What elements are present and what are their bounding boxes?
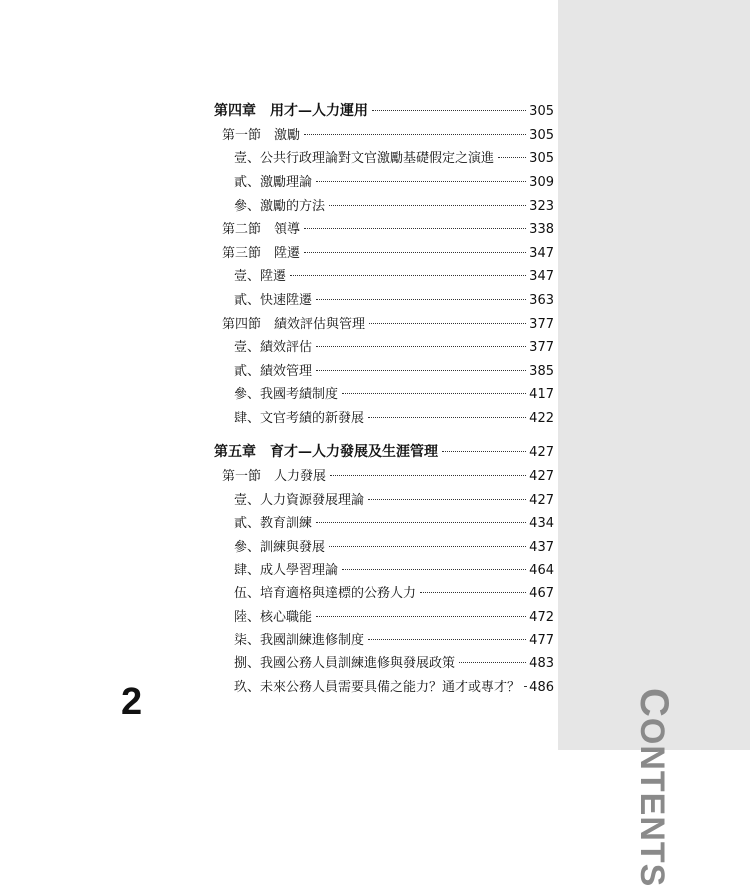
toc-entry-page: 417	[529, 387, 554, 402]
dot-leader	[304, 228, 526, 229]
dot-leader	[329, 546, 526, 547]
toc-entry-title: 貳、快速陞遷	[234, 293, 313, 308]
toc-item[interactable]	[234, 337, 554, 359]
toc-entry-page: 467	[529, 586, 554, 601]
toc-item[interactable]	[234, 583, 554, 605]
page-number: 2	[121, 681, 143, 723]
contents-vertical-label	[634, 688, 674, 887]
toc-entry-page: 434	[529, 516, 554, 531]
toc-entry-title: 壹、績效評估	[234, 340, 313, 355]
toc-entry-page: 347	[529, 246, 554, 261]
dot-leader	[442, 451, 526, 452]
toc-entry-page: 477	[529, 633, 554, 648]
toc-chapter-4[interactable]	[214, 100, 554, 122]
toc-entry-page: 427	[529, 469, 554, 484]
toc-entry-title: 第四章 用才—人力運用	[214, 103, 368, 119]
toc-chapter-5[interactable]	[214, 441, 554, 463]
toc-item[interactable]	[234, 630, 554, 652]
toc-item[interactable]	[234, 490, 554, 512]
toc-item[interactable]	[234, 361, 554, 383]
toc-item[interactable]	[234, 408, 554, 430]
toc-entry-page: 427	[529, 493, 554, 508]
contents-label-initial: C	[632, 688, 676, 718]
toc-entry-title: 參、激勵的方法	[234, 199, 326, 214]
toc-section-4-2[interactable]	[222, 219, 554, 241]
toc-entry-page: 464	[529, 563, 554, 578]
dot-leader	[420, 592, 526, 593]
toc-entry-title: 參、我國考績制度	[234, 387, 339, 402]
toc-entry-page: 486	[529, 680, 554, 695]
toc-entry-page: 323	[529, 199, 554, 214]
dot-leader	[368, 639, 526, 640]
toc-entry-title: 第四節 績效評估與管理	[222, 317, 366, 332]
toc-entry-title: 貳、激勵理論	[234, 175, 313, 190]
dot-leader	[330, 475, 526, 476]
toc-section-4-3[interactable]	[222, 243, 554, 265]
toc-section-4-4[interactable]	[222, 314, 554, 336]
contents-label-rest: ONTENTS	[633, 717, 671, 887]
toc-entry-page: 437	[529, 540, 554, 555]
toc-entry-page: 363	[529, 293, 554, 308]
dot-leader	[304, 134, 526, 135]
dot-leader	[316, 346, 526, 347]
dot-leader	[316, 370, 526, 371]
dot-leader	[498, 157, 526, 158]
toc-item[interactable]	[234, 196, 554, 218]
dot-leader	[316, 616, 526, 617]
toc-entry-title: 肆、成人學習理論	[234, 563, 339, 578]
toc-entry-page: 472	[529, 610, 554, 625]
toc-entry-title: 捌、我國公務人員訓練進修與發展政策	[234, 656, 456, 671]
toc-entry-title: 第二節 領導	[222, 222, 301, 237]
toc-entry-page: 347	[529, 269, 554, 284]
toc-entry-title: 玖、未來公務人員需要具備之能力？通才或專才？	[234, 680, 521, 695]
toc-entry-page: 377	[529, 340, 554, 355]
toc-entry-page: 309	[529, 175, 554, 190]
toc-entry-title: 貳、績效管理	[234, 364, 313, 379]
toc-item[interactable]	[234, 266, 554, 288]
toc-section-4-1[interactable]	[222, 125, 554, 147]
toc-entry-title: 第三節 陞遷	[222, 246, 301, 261]
toc-item[interactable]	[234, 148, 554, 170]
dot-leader	[342, 569, 526, 570]
dot-leader	[459, 662, 526, 663]
toc-entry-title: 壹、公共行政理論對文官激勵基礎假定之演進	[234, 151, 495, 166]
toc-item[interactable]	[234, 384, 554, 406]
toc-item[interactable]	[234, 560, 554, 582]
dot-leader	[316, 299, 526, 300]
toc-item[interactable]	[234, 677, 554, 699]
toc-entry-page: 377	[529, 317, 554, 332]
toc-entry-title: 第一節 人力發展	[222, 469, 327, 484]
dot-leader	[368, 417, 526, 418]
dot-leader	[372, 110, 526, 111]
toc-item[interactable]	[234, 607, 554, 629]
dot-leader	[342, 393, 526, 394]
toc-entry-page: 305	[529, 128, 554, 143]
dot-leader	[524, 686, 526, 687]
toc-entry-page: 305	[529, 104, 554, 119]
toc-entry-page: 483	[529, 656, 554, 671]
toc-item[interactable]	[234, 513, 554, 535]
toc-item[interactable]	[234, 653, 554, 675]
dot-leader	[368, 499, 526, 500]
contents-sidebar	[558, 0, 750, 750]
toc-entry-page: 338	[529, 222, 554, 237]
dot-leader	[369, 323, 526, 324]
toc-entry-title: 第五章 育才—人力發展及生涯管理	[214, 444, 438, 460]
dot-leader	[316, 522, 526, 523]
dot-leader	[316, 181, 526, 182]
toc-entry-page: 305	[529, 151, 554, 166]
dot-leader	[329, 205, 526, 206]
toc-entry-title: 第一節 激勵	[222, 128, 301, 143]
toc-entry-title: 參、訓練與發展	[234, 540, 326, 555]
toc-entry-title: 壹、人力資源發展理論	[234, 493, 365, 508]
toc-entry-title: 伍、培育適格與達標的公務人力	[234, 586, 417, 601]
toc-entry-title: 壹、陞遷	[234, 269, 287, 284]
toc-entry-page: 427	[529, 445, 554, 460]
toc-entry-title: 陸、核心職能	[234, 610, 313, 625]
toc-item[interactable]	[234, 537, 554, 559]
toc-section-5-1[interactable]	[222, 466, 554, 488]
dot-leader	[290, 275, 526, 276]
toc-entry-title: 貳、教育訓練	[234, 516, 313, 531]
toc-entry-title: 柒、我國訓練進修制度	[234, 633, 365, 648]
toc-entry-page: 385	[529, 364, 554, 379]
toc-entry-page: 422	[529, 411, 554, 426]
toc-item[interactable]	[234, 290, 554, 312]
dot-leader	[304, 252, 526, 253]
toc-item[interactable]	[234, 172, 554, 194]
toc-entry-title: 肆、文官考績的新發展	[234, 411, 365, 426]
